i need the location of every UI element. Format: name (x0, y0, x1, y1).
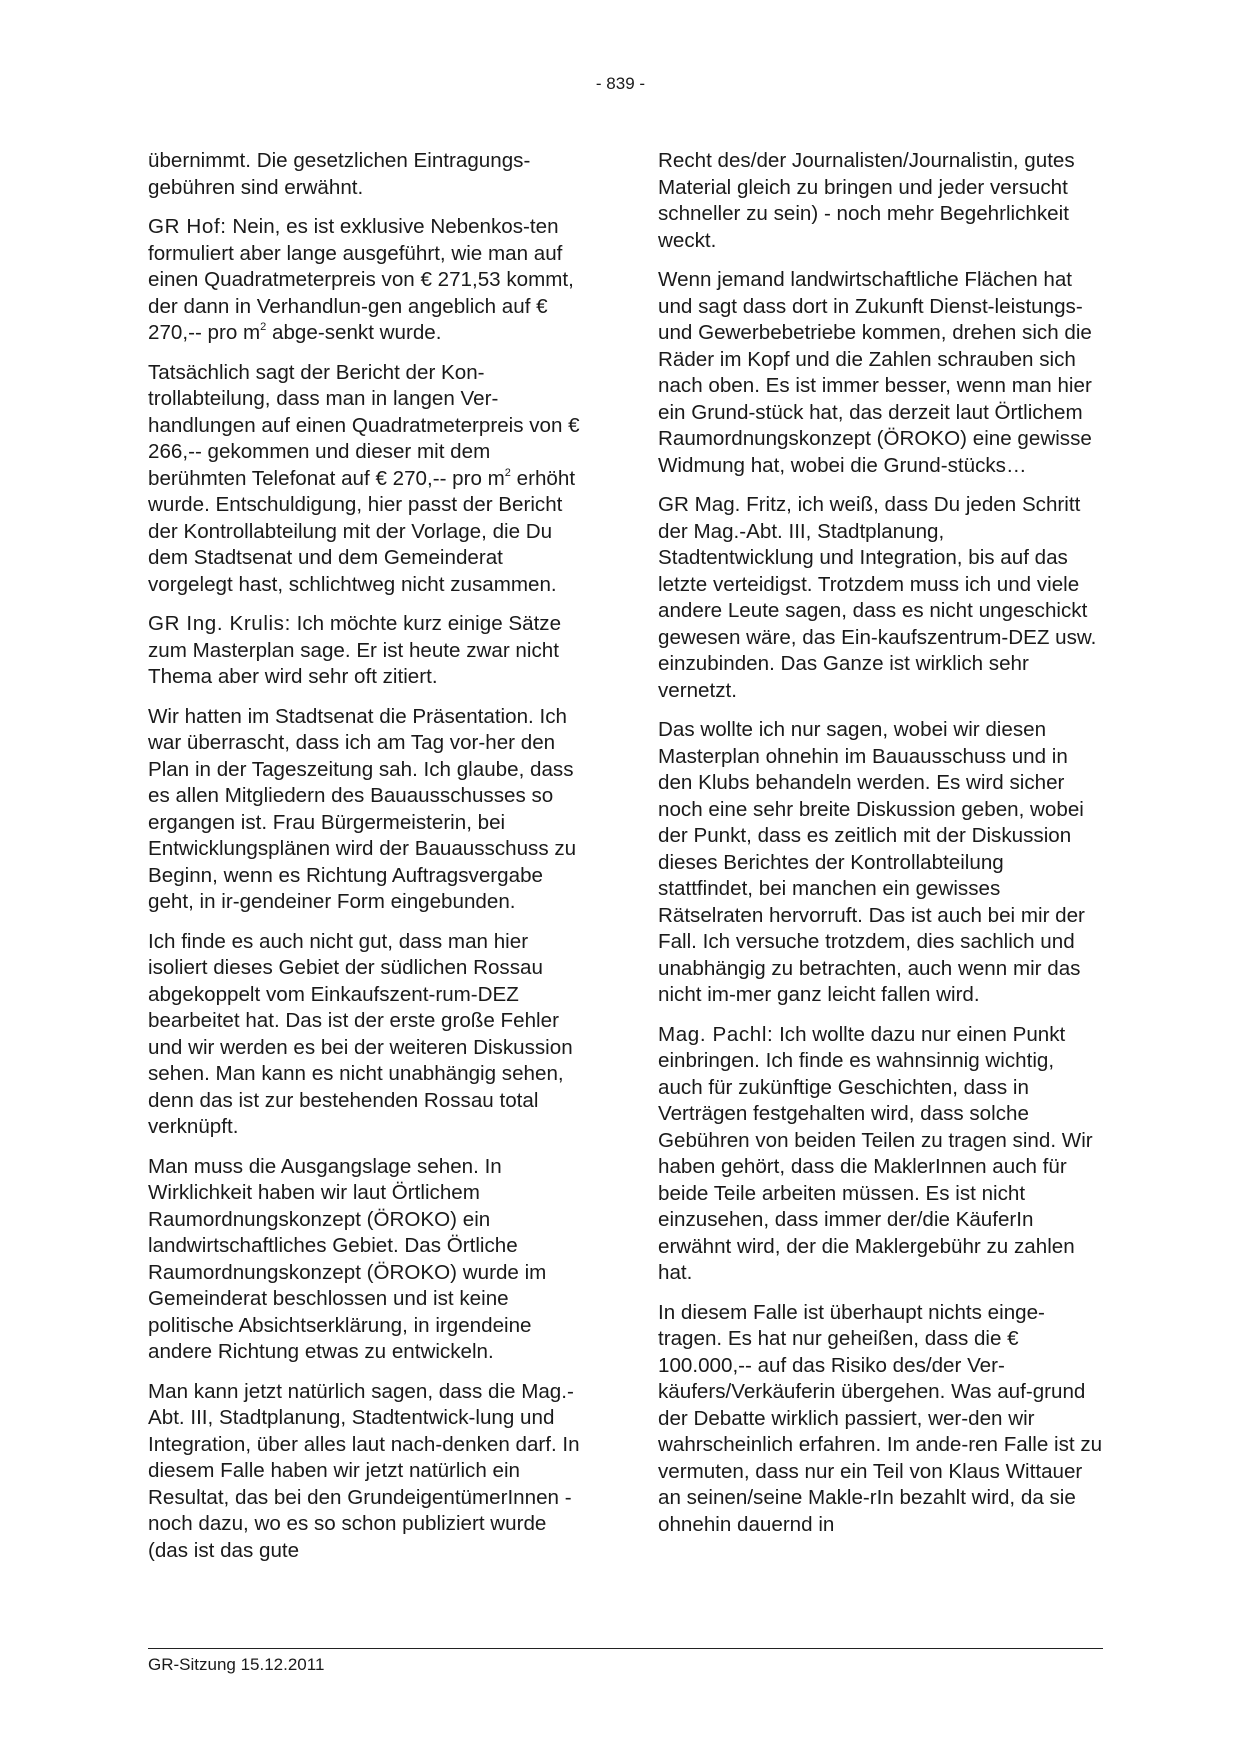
speaker-name: GR Ing. Krulis: (148, 612, 291, 635)
paragraph (148, 214, 588, 347)
paragraph (148, 148, 588, 201)
footer-divider (148, 1648, 1103, 1649)
paragraph (148, 611, 588, 691)
paragraph (148, 704, 588, 916)
paragraph-text: erhöht wurde. Entschuldigung, hier passt der Bericht der Kontrollabteilung mit der Vorlage, die Du dem Stadtsenat und dem Gemeinderat vorgelegt hast, schlichtweg nicht zusammen. (148, 466, 576, 596)
page-number: - 839 - (595, 74, 646, 93)
paragraph-text: Ich wollte dazu nur einen Punkt einbringen. Ich finde es wahnsinnig wichtig, auch für zukünftige Geschichten, dass in Verträgen festgehalten wird, dass solche Gebühren von beiden Teilen zu tragen sind. Wir haben gehört, dass die MaklerInnen auch für beide Teile arbeiten müssen. Es ist nicht einzusehen, dass immer der/die KäuferIn erwähnt wird, der die Maklergebühr zu zahlen hat. (658, 1022, 1093, 1284)
paragraph (658, 267, 1103, 479)
speaker-name: Mag. Pachl: (658, 1022, 774, 1046)
paragraph-text: Recht des/der Journalisten/Journalistin, gutes Material gleich zu bringen und jeder versucht schneller zu sein) - noch mehr Begehrlichkeit weckt. (658, 149, 1075, 252)
paragraph (658, 492, 1103, 704)
paragraph (658, 1022, 1103, 1287)
paragraph-text: Man muss die Ausgangslage sehen. In Wirklichkeit haben wir laut Örtlichem Raumordnungskonzept (ÖROKO) ein landwirtschaftliches Gebiet. Das Örtliche Raumordnungskonzept (ÖROKO) wurde im Gemeinderat beschlossen und ist keine politische Absichtserklärung, in irgendeine andere Richtung etwas zu entwickeln. (148, 1154, 547, 1363)
paragraph-text: Ich finde es auch nicht gut, dass man hier isoliert dieses Gebiet der südlichen Rossau abgekoppelt vom Einkaufszent-rum-DEZ bearbeitet hat. Das ist der erste große Fehler und wir werden es bei der weiteren Diskussion sehen. Man kann es nicht unabhängig sehen, denn das ist zur bestehenden Rossau total verknüpft. (148, 929, 573, 1138)
paragraph (148, 1154, 588, 1366)
paragraph-text: GR Mag. Fritz, ich weiß, dass Du jeden Schritt der Mag.-Abt. III, Stadtplanung, Stadtentwicklung und Integration, bis auf das letzte verteidigst. Trotzdem muss ich und viele andere Leute sagen, dass es nicht ungeschickt gewesen wäre, das Ein-kaufszentrum-DEZ usw. einzubinden. Das Ganze ist wirklich sehr vernetzt. (658, 493, 1097, 702)
paragraph (658, 1300, 1103, 1539)
paragraph-text: übernimmt. Die gesetzlichen Eintragungs-gebühren sind erwähnt. (148, 149, 531, 199)
paragraph-text: In diesem Falle ist überhaupt nichts einge-tragen. Es hat nur geheißen, dass die € 100.000,-- auf das Risiko des/der Ver-käufers/Verkäuferin übergehen. Was auf-grund der Debatte wirklich passiert, wer-den wir wahrscheinlich erfahren. Im ande-ren Falle ist zu vermuten, dass nur ein Teil von Klaus Wittauer an seinen/seine Makle-rIn bezahlt wird, da sie ohnehin dauernd in (658, 1300, 1103, 1536)
paragraph (658, 148, 1103, 254)
right-column (658, 148, 1103, 1551)
paragraph-text: Nein, es ist exklusive Nebenkos-ten formuliert aber lange ausgeführt, wie man auf einen Quadratmeterpreis von € 271,53 kommt, der dann in Verhandlun-gen angeblich auf € 270,-- pro m (148, 215, 574, 344)
superscript: 2 (260, 321, 267, 333)
paragraph-text: Tatsächlich sagt der Bericht der Kon-trollabteilung, dass man in langen Ver-handlungen auf einen Quadratmeterpreis von € 266,-- gekommen und dieser mit dem berühmten Telefonat auf € 270,-- pro m (148, 360, 580, 490)
paragraph-text: Ich möchte kurz einige Sätze zum Masterplan sage. Er ist heute zwar nicht Thema aber wird sehr oft zitiert. (148, 612, 562, 688)
paragraph (148, 1379, 588, 1565)
paragraph-text: Das wollte ich nur sagen, wobei wir diesen Masterplan ohnehin im Bauausschuss und in den Klubs behandeln werden. Es wird sicher noch eine sehr breite Diskussion geben, wobei der Punkt, dass es zeitlich mit der Diskussion dieses Berichtes der Kontrollabteilung stattfindet, bei manchen ein gewisses Rätselraten hervorruft. Das ist auch bei mir der Fall. Ich versuche trotzdem, dies sachlich und unabhängig zu betrachten, auch wenn mir das nicht im-mer ganz leicht fallen wird. (658, 718, 1085, 1006)
speaker-name: GR Hof: (148, 215, 227, 238)
left-column (148, 148, 588, 1577)
paragraph (148, 929, 588, 1141)
superscript: 2 (504, 466, 511, 479)
footer-text: GR-Sitzung 15.12.2011 (148, 1655, 325, 1674)
paragraph (658, 717, 1103, 1009)
paragraph-text: Wir hatten im Stadtsenat die Präsentation. Ich war überrascht, dass ich am Tag vor-her den Plan in der Tageszeitung sah. Ich glaube, dass es allen Mitgliedern des Bauausschusses so ergangen ist. Frau Bürgermeisterin, bei Entwicklungsplänen wird der Bauausschuss zu Beginn, wenn es Richtung Auftragsvergabe geht, in ir-gendeiner Form eingebunden. (148, 704, 577, 913)
paragraph-text: Man kann jetzt natürlich sagen, dass die Mag.-Abt. III, Stadtplanung, Stadtentwick-lung und Integration, über alles laut nach-denken darf. In diesem Falle haben wir jetzt natürlich ein Resultat, das bei den GrundeigentümerInnen - noch dazu, wo es so schon publiziert wurde (das ist das gute (148, 1379, 580, 1562)
paragraph (148, 360, 588, 599)
paragraph-text: Wenn jemand landwirtschaftliche Flächen hat und sagt dass dort in Zukunft Dienst-leistungs- und Gewerbebetriebe kommen, drehen sich die Räder im Kopf und die Zahlen schrauben sich nach oben. Es ist immer besser, wenn man hier ein Grund-stück hat, das derzeit laut Örtlichem Raumordnungskonzept (ÖROKO) eine gewisse Widmung hat, wobei die Grund-stücks… (658, 268, 1092, 477)
paragraph-text: abge-senkt wurde. (266, 321, 442, 344)
